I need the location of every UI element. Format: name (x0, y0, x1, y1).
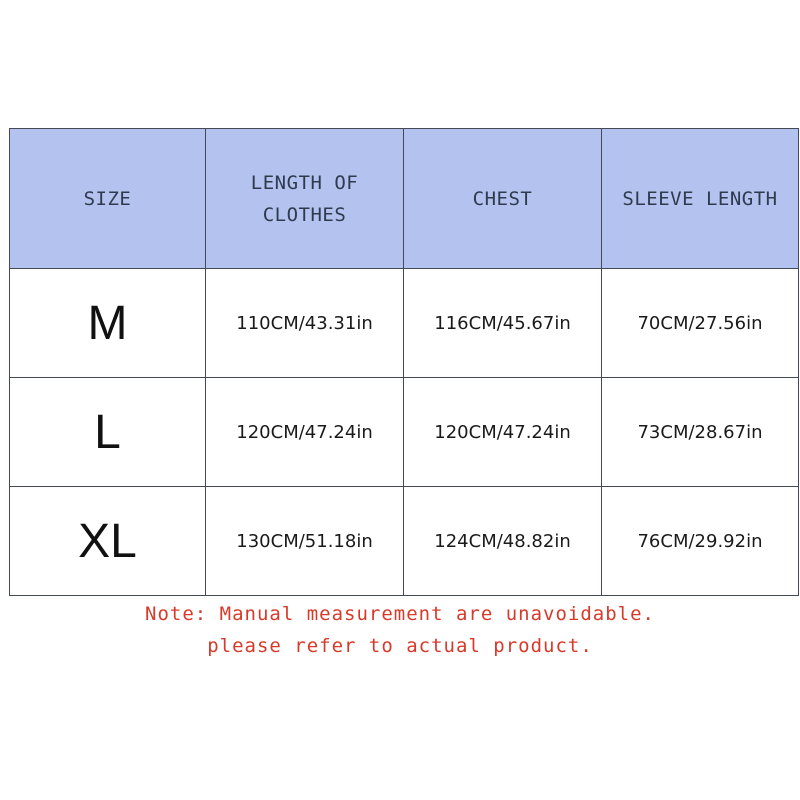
length-cell (206, 378, 404, 487)
chest-cell (404, 487, 602, 596)
sleeve-cell (602, 378, 799, 487)
table-row (10, 378, 799, 487)
size-cell (10, 487, 206, 596)
size-cell (10, 378, 206, 487)
chest-value: 124CM/48.82in (434, 530, 571, 552)
chest-cell (404, 269, 602, 378)
chest-value: 120CM/47.24in (434, 421, 571, 443)
table-row (10, 487, 799, 596)
size-label: L (94, 405, 121, 459)
chest-value: 116CM/45.67in (434, 312, 571, 334)
header-length-of-clothes (206, 129, 404, 269)
header-sleeve-label: SLEEVE LENGTH (622, 187, 778, 210)
header-chest-label: CHEST (472, 187, 533, 210)
note-line-2: please refer to actual product. (207, 635, 593, 657)
size-label: XL (78, 514, 137, 568)
note-line-1: Note: Manual measurement are unavoidable. (145, 603, 655, 625)
sleeve-value: 76CM/29.92in (637, 530, 763, 552)
header-chest (404, 129, 602, 269)
length-value: 130CM/51.18in (236, 530, 373, 552)
size-label: M (87, 296, 128, 350)
sleeve-cell (602, 269, 799, 378)
header-size-label: SIZE (83, 187, 132, 210)
sleeve-value: 73CM/28.67in (637, 421, 763, 443)
length-value: 110CM/43.31in (236, 312, 373, 334)
length-value: 120CM/47.24in (236, 421, 373, 443)
header-length-label: LENGTH OF CLOTHES (250, 171, 359, 226)
chest-cell (404, 378, 602, 487)
size-cell (10, 269, 206, 378)
sleeve-cell (602, 487, 799, 596)
header-size (10, 129, 206, 269)
table-row (10, 269, 799, 378)
header-sleeve-length (602, 129, 799, 269)
size-chart-table (9, 128, 799, 596)
length-cell (206, 269, 404, 378)
length-cell (206, 487, 404, 596)
measurement-note (0, 598, 800, 662)
table-header-row (10, 129, 799, 269)
sleeve-value: 70CM/27.56in (637, 312, 763, 334)
